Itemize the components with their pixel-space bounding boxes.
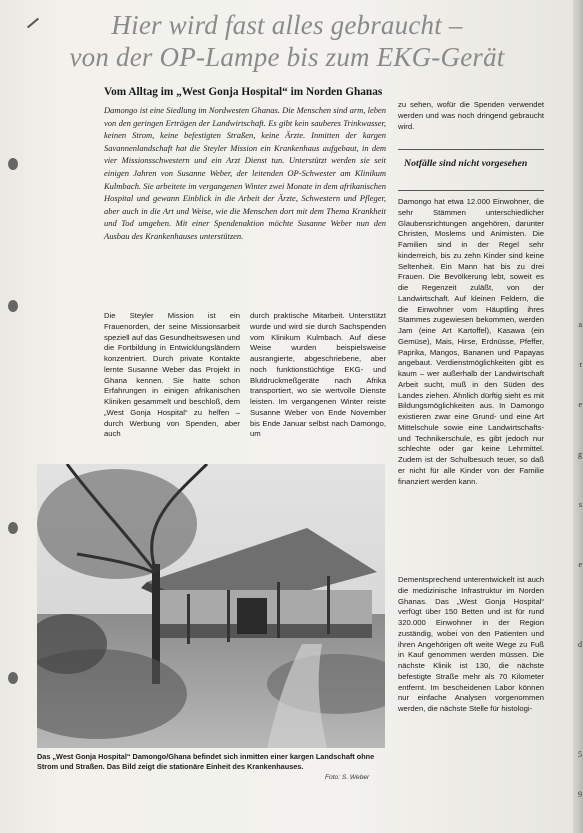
intro-paragraph: Damongo ist eine Siedlung im Nordwesten Ghanas. Die Menschen sind arm, leben von den geringen Erträgen der Landwirtschaft. Es gibt kein sauberes Trinkwasser, keinen Strom, keine befestigten Straßen, keine Ärzte. Inmitten der kargen Savannenlandschaft hat die Steyler Mission ein Krankenhaus aufgebaut, in dem vier Missionsschwestern und ein Arzt Dienst tun. Unterstützt werden sie seit einigen Jahren von Susanne Weber, der leitenden OP-Schwester am Klinikum Kulmbach. Sie arbeitete im vergangenen Winter zwei Monate in dem afrikanischen Hospital und gewann Einblick in die Arbeit der Ärzte, Schwestern und Pfleger, aber auch in die Art und Weise, wie die Menschen dort mit dem Thema Krankheit und Tod umgehen. Mit einer Spendenaktion möchte Susanne Weber nun den Ausbau des Krankenhauses unterstützen. <box>104 105 386 241</box>
hospital-photo <box>37 464 385 748</box>
body-column-3-top: zu sehen, wofür die Spenden verwendet werden und was noch dringend gebraucht wird. <box>398 100 544 131</box>
body-column-3-bottom: Dementsprechend unterentwickelt ist auch die medizinische Infrastruktur im Norden Ghanas. Das „West Gonja Hospital“ verfügt über 150 Betten und ist für rund 320.000 Einwohner in der Region zuständig, wobei von den Patienten und ihren Angehörigen oft weite Wege zu Fuß in Kauf genommen werden müssen. Die nächste Klinik ist 130, die nächste befestigte Straße mehr als 70 Kilometer entfernt. Im bescheidenen Labor können nur einfache Analysen vorgenommen werden, die nächste Stelle für histologi- <box>398 575 544 713</box>
body-column-2: durch praktische Mitarbeit. Unterstützt wurde und wird sie durch Sachspenden vom Klinikum Kulmbach. Auf diese Weise wurden beispielsweise ausrangierte, abgeschriebene, aber noch funktionstüchtige EKG- und Blutdruckmeßgeräte nach Afrika transportiert, wo sie wertvolle Dienste leisten. Im vergangenen Winter reiste Susanne Weber von Ende November bis Ende Januar selbst nach Damongo, um <box>250 311 386 439</box>
subheadline: Vom Alltag im „West Gonja Hospital“ im Norden Ghanas <box>104 86 383 98</box>
binder-hole <box>8 158 18 170</box>
binder-hole <box>8 672 18 684</box>
margin-glyph: s <box>578 500 582 509</box>
photo-credit: Foto: S. Weber <box>325 774 370 781</box>
margin-glyph: e <box>578 560 582 569</box>
headline-line-2: von der OP-Lampe bis zum EKG-Gerät <box>69 42 505 72</box>
body-column-1: Die Steyler Mission ist ein Frauenorden, der seine Missionsarbeit speziell auf das Gesundheitswesen und die Fortbildung in Entwicklungsländern konzentriert. Durch private Kontakte lernte Susanne Weber das Projekt in Ghana kennen. Sie hatte schon Erfahrungen in einigen afrikanischen Kliniken gesammelt und beschloß, dem „West Gonja Hospital“ zu helfen – durch Werbung von Spenden, aber auch <box>104 311 240 439</box>
headline-line-1: Hier wird fast alles gebraucht – <box>111 10 463 40</box>
binder-hole <box>8 522 18 534</box>
margin-glyph: a <box>578 320 582 329</box>
margin-glyph: 5 <box>578 750 582 759</box>
margin-glyph: r <box>579 360 582 369</box>
margin-glyph: 9 <box>578 790 582 799</box>
margin-glyph: d <box>578 640 582 649</box>
binder-hole <box>8 300 18 312</box>
section-heading-box <box>398 149 544 191</box>
body-column-3-middle: Damongo hat etwa 12.000 Einwohner, die sehr Stämmen unterschiedlicher Glaubensrichtungen angehören, darunter Christen, Moslems und Animisten. Die Familien sind in der Regel sehr kinderreich, bis zu zehn Kinder sind keine Seltenheit. Ein Mann hat bis zu drei Frauen. Die Bevölkerung lebt, soweit es die Regenzeit zuläßt, von der Landwirtschaft. Auf kleinen Feldern, die die Einwohner vom Häuptling ihres Stammes zugewiesen bekommen, werden Jam (eine Art Kartoffel), Kasawa (ein Gemüse), Mais, Hirse, Erdnüsse, Pfeffer, Paprika, Mangos, Bananen und Papayas angebaut. Verdienstmöglichkeiten gibt es kaum – wer außerhalb der Landwirtschaft Arbeit sucht, muß in den Süden des Landes ziehen. Ähnlich dürftig sieht es mit Bildungsmöglichkeiten aus. In Damongo existieren zwar eine Grund- und eine Art Mittelschule sowie eine Landwirtschafts- und Technikerschule, es gibt jedoch nur schlechte oder gar keine Lehrmittel. Zudem ist der Schulbesuch teuer, so daß er nicht für alle Kinder von der Familie finanziert werden kann. <box>398 197 544 486</box>
margin-glyph: g <box>578 450 582 459</box>
section-heading: Notfälle sind nicht vorgesehen <box>404 158 528 169</box>
hospital-photo-image <box>37 464 385 748</box>
margin-glyph: e <box>578 400 582 409</box>
photo-caption: Das „West Gonja Hospital“ Damongo/Ghana befindet sich inmitten einer kargen Landschaft ohne Strom und Straßen. Das Bild zeigt die stationäre Einheit des Krankenhauses. <box>37 752 375 771</box>
adjacent-page-edge <box>573 0 583 833</box>
